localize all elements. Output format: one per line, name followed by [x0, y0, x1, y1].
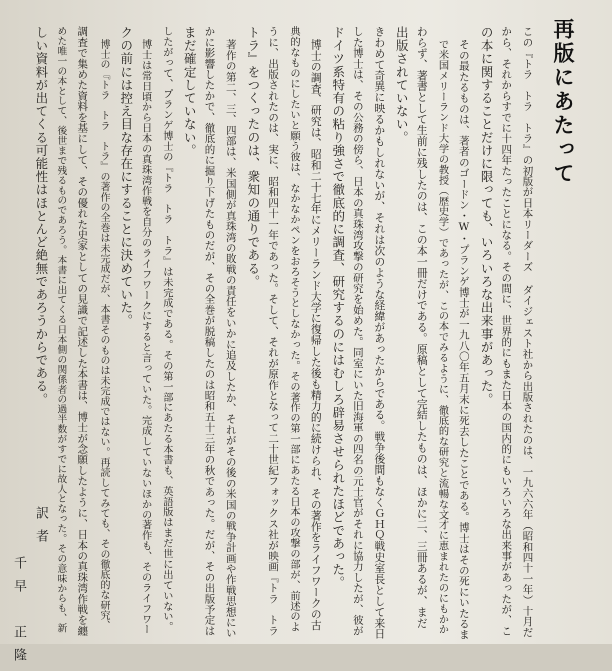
text-line: クの前には控え目な存在にすることに決めていた。	[118, 26, 134, 328]
text-line: 博士は常日頃から日本の真珠湾作戦を自分のライフワークにすると言っていた。完成していないほかの著作も、そのライフワー	[139, 39, 152, 635]
text-line: きわめて奇異に映るかもしれないが、それは次のような経緯があったからである。戦争後間もなくＧＨＱ戦史室長として来日	[373, 26, 387, 640]
text-line: した博士は、その公務の傍ら、日本の真珠湾攻撃の研究を始めた。同室にいた旧海軍の四名の元士官がそれに協力したが、彼が	[351, 26, 364, 636]
text-line: の本に関することだけに限っても、いろいろな出来事があった。	[479, 26, 495, 406]
text-line: から、それからすでに十四年たったことになる。その間に、世界的にもまた日本の国内的にもいろいろな出来事があったが、こ	[500, 26, 513, 636]
text-line: めた唯一の本として、後世まで残るものであろう。本書に出てくる日本側の関係者の過半数がすでに故人となった。その意味からも、新	[55, 26, 67, 633]
text-line: この『トラ トラ トラ』の初版が日本リーダーズ ダイジェスト社から出版されたのは、一九六六年（昭和四十一年）十月だ	[521, 26, 534, 638]
text-line: うに、出版されたのは、実に、昭和四十一年であった。そして、それが原作となって二十世紀フォックス社が映画『トラ トラ	[267, 26, 280, 636]
text-line: しい資料が出てくる可能性はほとんど絶無であろうからである。	[33, 26, 49, 406]
text-line: まだ確定していない。	[182, 26, 198, 157]
text-line: 出版されていない。	[394, 26, 410, 144]
page-title: 再版にあたって	[551, 18, 576, 186]
text-line: 博士の調査、研究は、昭和二十七年にメリーランド大学に復帰した後も精力的に続けられ、その著作をライフワークの古	[309, 39, 323, 631]
translator-label: 訳者	[33, 506, 48, 552]
text-line: トラ』をつくったのは、衆知の通りである。	[245, 26, 261, 288]
text-line: 著作の第二、三、四部は、米国側が真珠湾の敗戦の責任をいかに追及したか、それがその後の米国の戦争計画や作戦思想にい	[224, 39, 237, 639]
text-line: 博士の『トラ トラ トラ』の著作の全巻は未完成だが、本書そのものは未完成ではない。再読してみても、その徹底的な研究、	[98, 39, 109, 631]
text-line: 典的なものにしたいと願う彼は、なかなかペンをおろそうとしなかった。その著作の第一部にあたる日本の攻撃の部が、前述のよ	[288, 26, 301, 633]
text-line: で米国メリーランド大学の教授（歴史学）であったが、この本でみるように、徹底的な研究と流暢な文才に恵まれたのにもかか	[436, 39, 449, 635]
text-line: 調査で集めた資料を基にして、その優れた史家としての見識で記述した本書は、博士が念願したように、日本の真珠湾作戦を纏	[76, 26, 89, 636]
text-line: かに影響したかで、徹底的に掘り下げたものだが、その全巻が脱稿したのは昭和五十三年の秋であった。だが、その出版予定は	[203, 26, 216, 636]
text-line: したがって、プランゲ博士の『トラ トラ トラ』は未完成である。その第一部にあたる本書も、英語版はまだ世に出ていない。	[160, 26, 173, 633]
text-line: わらず、著書として生前に残したのは、この本一冊だけである。原稿として完結したものは、ほかに二、三冊あるが、まだ	[415, 26, 429, 629]
text-line: その最たるものは、著者のゴードン・W・プランゲ博士が一九八〇年五月末に死去したことである。博士はその死にいたるま	[457, 39, 470, 640]
translator-name: 千早 正隆	[11, 556, 26, 671]
text-line: ドイツ系特有の粘り強さで徹底的に調査、研究するのにはむしろ辟易させられたほどであった。	[330, 26, 346, 590]
